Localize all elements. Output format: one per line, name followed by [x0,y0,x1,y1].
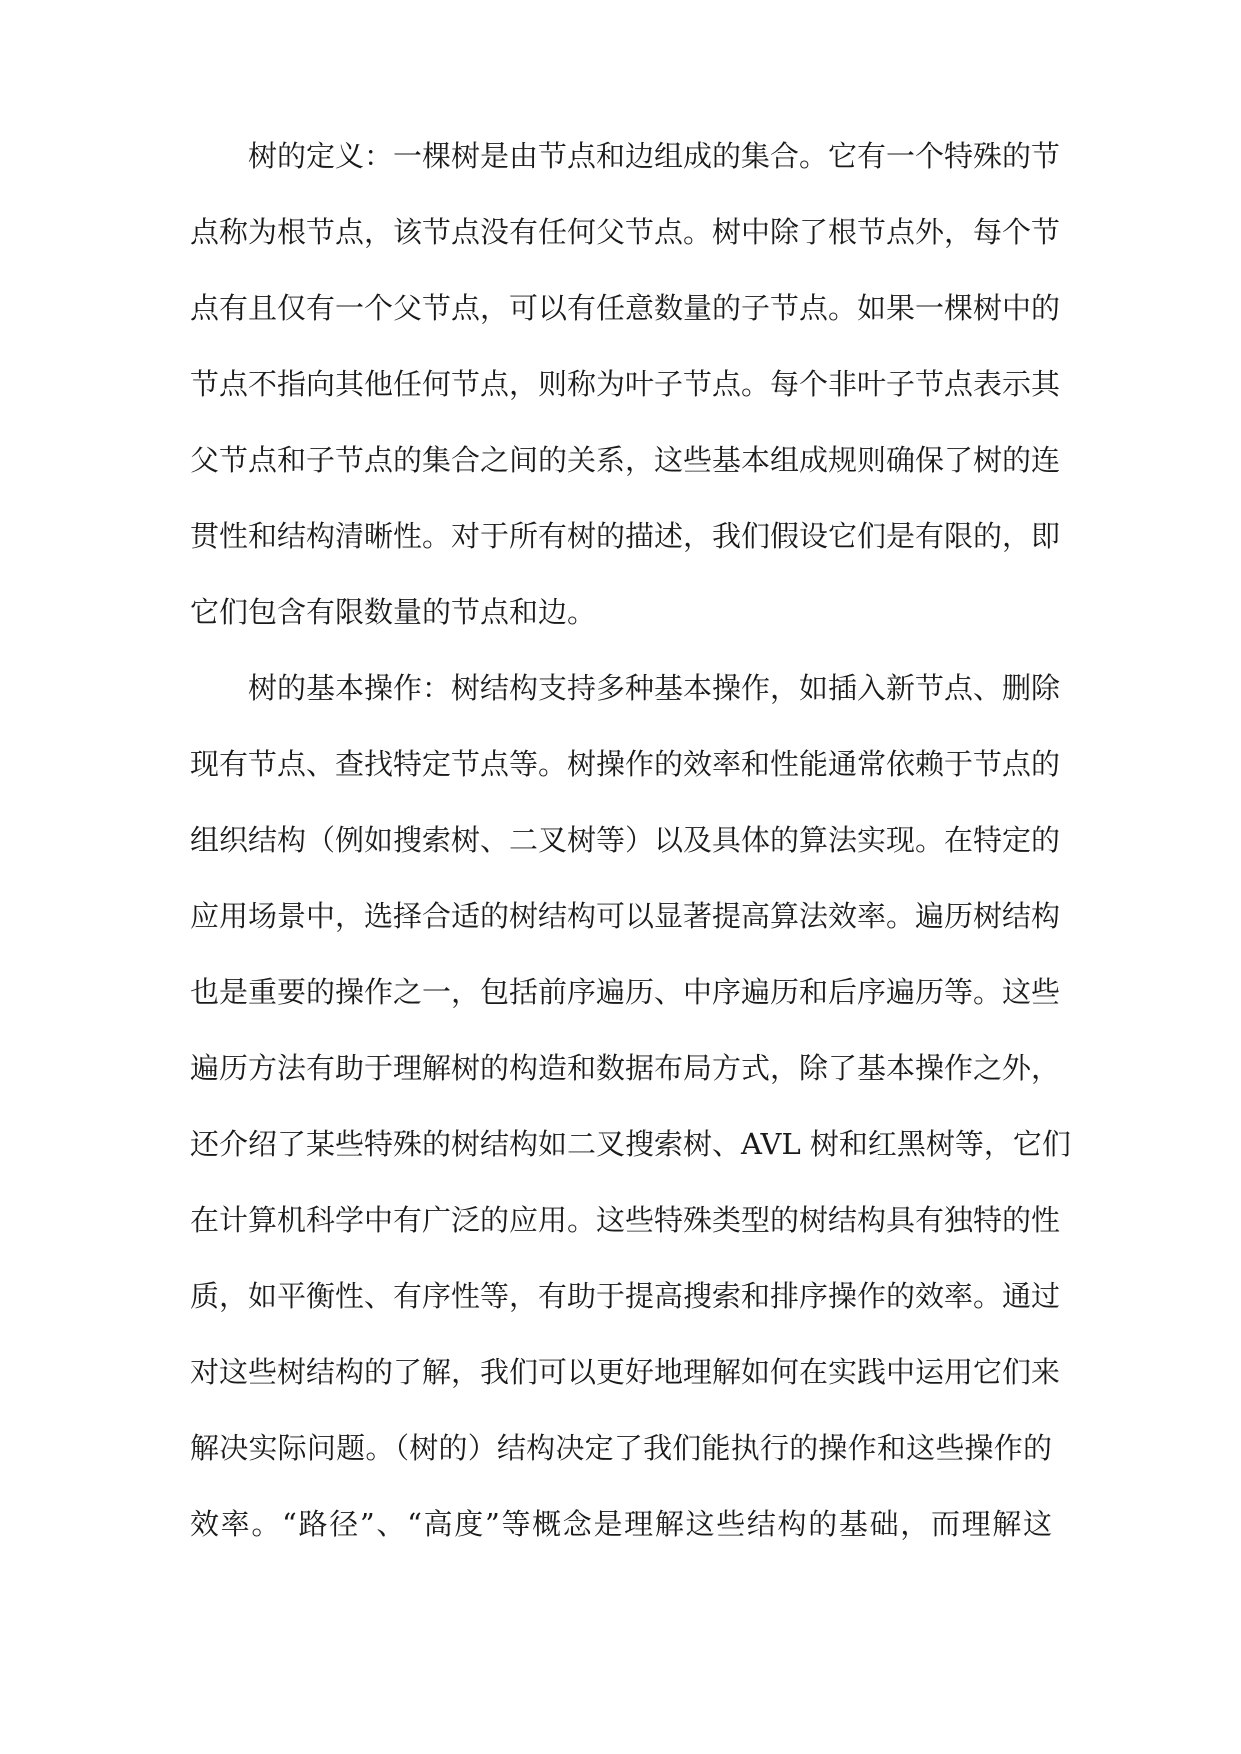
paragraph-1-line-1: 树的定义：一棵树是由节点和边组成的集合。它有一个特殊的节 [248,139,1061,173]
paragraph-1-line-4: 节点不指向其他任何节点，则称为叶子节点。每个非叶子节点表示其 [190,367,1061,401]
paragraph-1-line-6: 贯性和结构清晰性。对于所有树的描述，我们假设它们是有限的，即 [190,519,1061,553]
paragraph-2-line-6: 遍历方法有助于理解树的构造和数据布局方式，除了基本操作之外， [190,1051,1061,1085]
paragraph-2-line-12: 效率。“路径”、“高度”等概念是理解这些结构的基础，而理解这 [190,1507,1052,1541]
paragraph-2-line-2: 现有节点、查找特定节点等。树操作的效率和性能通常依赖于节点的 [190,747,1061,781]
paragraph-2-line-5: 也是重要的操作之一，包括前序遍历、中序遍历和后序遍历等。这些 [190,975,1061,1009]
paragraph-2-line-1: 树的基本操作：树结构支持多种基本操作，如插入新节点、删除 [248,671,1061,705]
paragraph-2-line-4: 应用场景中，选择合适的树结构可以显著提高算法效率。遍历树结构 [190,899,1061,933]
paragraph-1-line-2: 点称为根节点，该节点没有任何父节点。树中除了根节点外，每个节 [190,215,1061,249]
paragraph-2-line-10: 对这些树结构的了解，我们可以更好地理解如何在实践中运用它们来 [190,1355,1061,1389]
paragraph-2-line-9: 质，如平衡性、有序性等，有助于提高搜索和排序操作的效率。通过 [190,1279,1061,1313]
paragraph-1-line-3: 点有且仅有一个父节点，可以有任意数量的子节点。如果一棵树中的 [190,291,1061,325]
paragraph-2-line-3: 组织结构（例如搜索树、二叉树等）以及具体的算法实现。在特定的 [190,823,1061,857]
paragraph-1-line-5: 父节点和子节点的集合之间的关系，这些基本组成规则确保了树的连 [190,443,1061,477]
paragraph-2-line-11: 解决实际问题。（树的）结构决定了我们能执行的操作和这些操作的 [190,1431,1052,1465]
paragraph-1-line-7: 它们包含有限数量的节点和边。 [190,595,597,629]
paragraph-2-line-8: 在计算机科学中有广泛的应用。这些特殊类型的树结构具有独特的性 [190,1203,1061,1237]
paragraph-2-line-7: 还介绍了某些特殊的树结构如二叉搜索树、AVL 树和红黑树等，它们 [190,1127,1071,1161]
